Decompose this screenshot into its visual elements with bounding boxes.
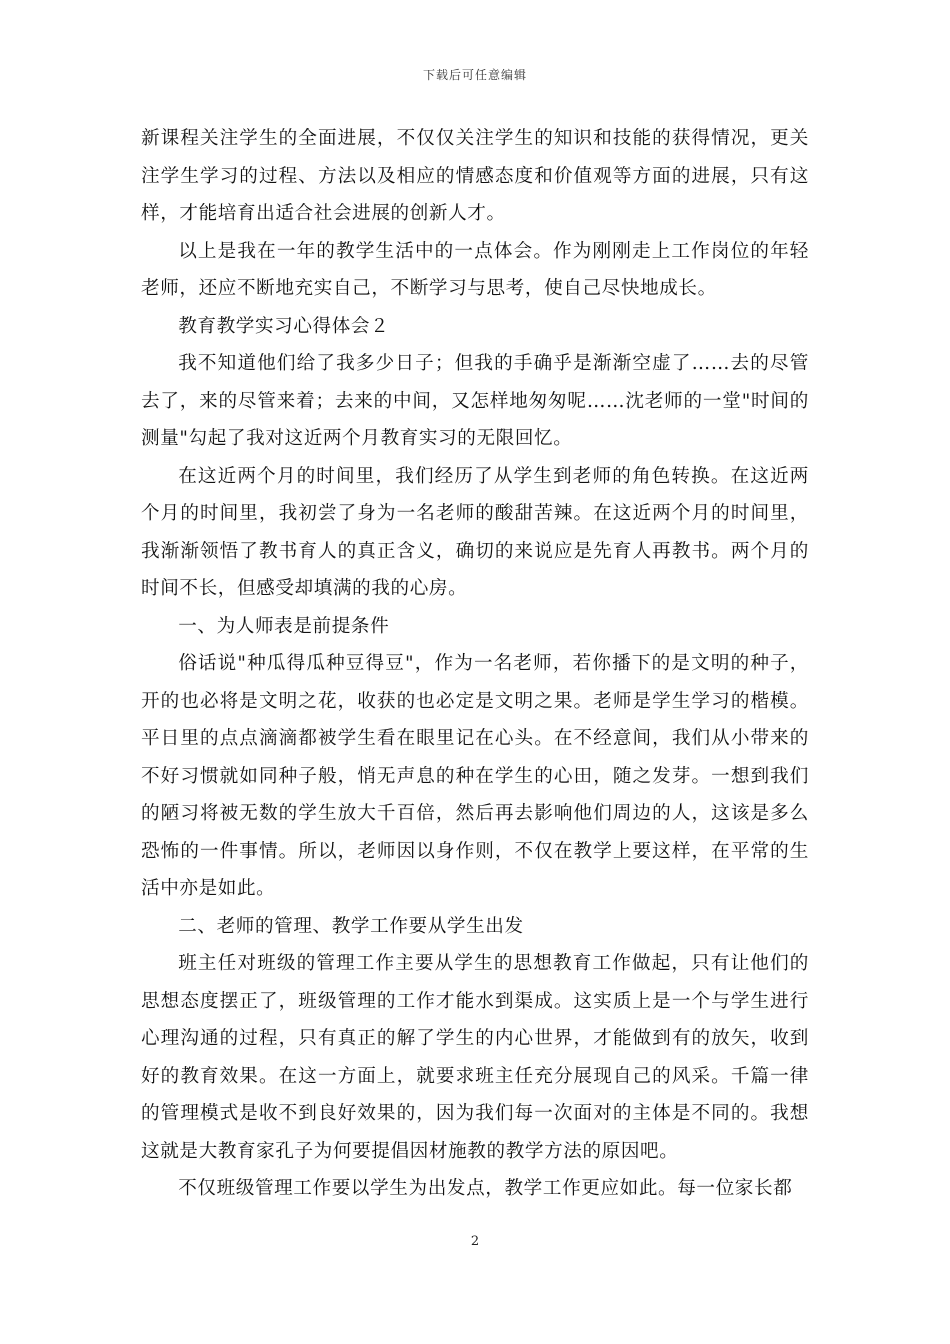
section-title: 教育教学实习心得体会２ [178, 315, 390, 337]
paragraph-4: 在这近两个月的时间里，我们经历了从学生到老师的角色转换。在这近两个月的时间里，我初尝了身为一名老师的酸甜苦辣。在这近两个月的时间里，我渐渐领悟了教书育人的真正含义，确切的来说应是先育人再教书。两个月的时间不长，但感受却填满的我的心房。 [141, 465, 809, 599]
subheading-2: 二、老师的管理、教学工作要从学生出发 [178, 915, 524, 937]
document-body [141, 120, 809, 1208]
page-number: 2 [470, 1234, 480, 1249]
page-header: 下载后可任意编辑 [422, 68, 527, 82]
paragraph-2: 以上是我在一年的教学生活中的一点体会。作为刚刚走上工作岗位的年轻老师，还应不断地充实自己，不断学习与思考，使自己尽快地成长。 [141, 240, 809, 299]
paragraph-5: 俗话说"种瓜得瓜种豆得豆"，作为一名老师，若你播下的是文明的种子，开的也必将是文明之花，收获的也必定是文明之果。老师是学生学习的楷模。平日里的点点滴滴都被学生看在眼里记在心头。在不经意间，我们从小带来的不好习惯就如同种子般，悄无声息的种在学生的心田，随之发芽。一想到我们的陋习将被无数的学生放大千百倍，然后再去影响他们周边的人，这该是多么恐怖的一件事情。所以，老师因以身作则，不仅在教学上要这样，在平常的生活中亦是如此。 [141, 653, 809, 899]
subheading-1: 一、为人师表是前提条件 [178, 615, 390, 637]
paragraph-7: 不仅班级管理工作要以学生为出发点，教学工作更应如此。每一位家长都 [178, 1178, 793, 1199]
paragraph-3: 我不知道他们给了我多少日子；但我的手确乎是渐渐空虚了……去的尽管去了，来的尽管来着；去来的中间，又怎样地匆匆呢……沈老师的一堂"时间的测量"勾起了我对这近两个月教育实习的无限回忆。 [141, 353, 809, 449]
paragraph-1: 新课程关注学生的全面进展，不仅仅关注学生的知识和技能的获得情况，更关注学生学习的过程、方法以及相应的情感态度和价值观等方面的进展，只有这样，才能培育出适合社会进展的创新人才。 [141, 128, 809, 224]
paragraph-6: 班主任对班级的管理工作主要从学生的思想教育工作做起，只有让他们的思想态度摆正了，班级管理的工作才能水到渠成。这实质上是一个与学生进行心理沟通的过程，只有真正的解了学生的内心世界，才能做到有的放矢，收到好的教育效果。在这一方面上，就要求班主任充分展现自己的风采。千篇一律的管理模式是收不到良好效果的，因为我们每一次面对的主体是不同的。我想这就是大教育家孔子为何要提倡因材施教的教学方法的原因吧。 [141, 953, 809, 1162]
